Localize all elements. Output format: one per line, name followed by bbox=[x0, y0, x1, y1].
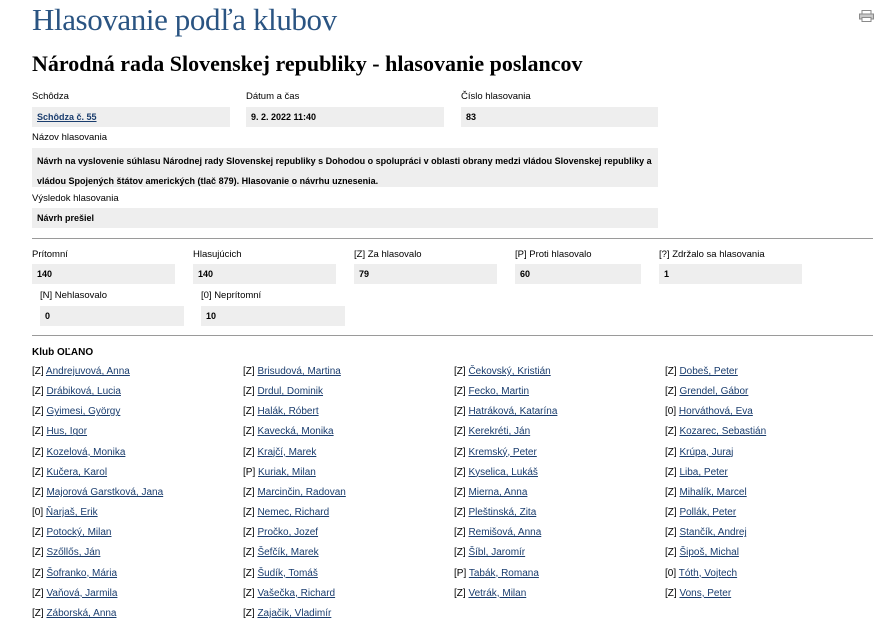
member-vote: [Z] bbox=[665, 547, 677, 559]
abstained-label: [?] Zdržalo sa hlasovania bbox=[659, 249, 765, 260]
member-link[interactable]: Liba, Peter bbox=[679, 466, 728, 478]
member-link[interactable]: Marcinčin, Radovan bbox=[257, 486, 346, 498]
member-item bbox=[665, 382, 874, 402]
member-link[interactable]: Vons, Peter bbox=[679, 587, 732, 599]
member-vote: [Z] bbox=[665, 446, 677, 458]
member-link[interactable]: Šofranko, Mária bbox=[46, 567, 118, 579]
member-item bbox=[665, 483, 874, 503]
member-item bbox=[243, 443, 454, 463]
member-vote: [Z] bbox=[454, 446, 466, 458]
absent-value: 10 bbox=[201, 306, 345, 326]
against-value: 60 bbox=[515, 264, 641, 284]
member-link[interactable]: Hatráková, Katarína bbox=[468, 406, 558, 418]
member-link[interactable]: Remišová, Anna bbox=[468, 527, 542, 539]
member-item bbox=[32, 503, 243, 523]
member-link[interactable]: Vetrák, Milan bbox=[468, 587, 527, 599]
member-link[interactable]: Šipoš, Michal bbox=[679, 547, 739, 559]
member-item bbox=[32, 443, 243, 463]
members-grid bbox=[32, 362, 874, 624]
member-link[interactable]: Pleštinská, Zita bbox=[468, 507, 537, 519]
member-item bbox=[454, 443, 665, 463]
member-item bbox=[243, 362, 454, 382]
member-link[interactable]: Mierna, Anna bbox=[468, 486, 528, 498]
member-vote: [Z] bbox=[32, 567, 44, 579]
member-vote: [Z] bbox=[454, 426, 466, 438]
member-item bbox=[665, 443, 874, 463]
member-item bbox=[454, 523, 665, 543]
member-vote: [Z] bbox=[454, 527, 466, 539]
member-item bbox=[32, 422, 243, 442]
member-item bbox=[32, 604, 243, 624]
member-link[interactable]: Šudík, Tomáš bbox=[257, 567, 318, 579]
member-item bbox=[32, 382, 243, 402]
member-vote: [Z] bbox=[243, 366, 255, 377]
member-item bbox=[454, 564, 665, 584]
member-link[interactable]: Kyselica, Lukáš bbox=[468, 466, 538, 478]
member-link[interactable]: Kuriak, Milan bbox=[258, 466, 316, 478]
voting-label: Hlasujúcich bbox=[193, 249, 242, 260]
datetime-label: Dátum a čas bbox=[246, 91, 300, 102]
member-vote: [Z] bbox=[665, 587, 677, 599]
member-item bbox=[243, 604, 454, 624]
notvoted-value: 0 bbox=[40, 306, 184, 326]
member-item bbox=[665, 584, 874, 604]
member-link[interactable]: Pročko, Jozef bbox=[257, 527, 319, 539]
vote-title-value: Návrh na vyslovenie súhlasu Národnej rady Slovenskej republiky s Dohodou o spolupráci v oblasti obrany medzi vládou Slovenskej republiky a vládou Spojených štátov amerických (tlač 879). Hlasovanie o návrhu uznesenia. bbox=[32, 148, 658, 187]
member-vote: [Z] bbox=[243, 426, 255, 438]
member-link[interactable]: Halák, Róbert bbox=[257, 406, 319, 418]
member-link[interactable]: Nemec, Richard bbox=[257, 507, 330, 519]
member-link[interactable]: Tóth, Vojtech bbox=[678, 567, 738, 579]
datetime-value: 9. 2. 2022 11:40 bbox=[246, 107, 444, 127]
member-link[interactable]: Kremský, Peter bbox=[468, 446, 537, 458]
member-link[interactable]: Krajčí, Marek bbox=[257, 446, 317, 458]
member-vote: [Z] bbox=[454, 366, 466, 377]
member-item bbox=[32, 463, 243, 483]
member-vote: [Z] bbox=[454, 386, 466, 398]
member-vote: [Z] bbox=[665, 527, 677, 539]
member-vote: [Z] bbox=[665, 466, 677, 478]
member-item bbox=[243, 503, 454, 523]
member-item bbox=[32, 543, 243, 563]
member-item bbox=[665, 503, 874, 523]
member-item bbox=[243, 564, 454, 584]
result-label: Výsledok hlasovania bbox=[32, 193, 119, 204]
member-vote: [Z] bbox=[243, 446, 255, 458]
member-link[interactable]: Gyimesi, György bbox=[46, 406, 121, 418]
member-link[interactable]: Šefčík, Marek bbox=[257, 547, 319, 559]
member-item bbox=[243, 422, 454, 442]
member-item bbox=[243, 543, 454, 563]
member-item bbox=[454, 483, 665, 503]
member-item bbox=[665, 523, 874, 543]
member-link[interactable]: Szőllős, Ján bbox=[46, 547, 101, 559]
member-vote: [Z] bbox=[32, 607, 44, 619]
member-vote: [P] bbox=[243, 466, 256, 478]
member-item bbox=[243, 463, 454, 483]
member-item bbox=[454, 584, 665, 604]
member-link[interactable]: Andrejuvová, Anna bbox=[45, 366, 130, 377]
abstained-value: 1 bbox=[659, 264, 802, 284]
page-title: Hlasovanie podľa klubov bbox=[32, 2, 337, 37]
member-link[interactable]: Kučera, Karol bbox=[46, 466, 108, 478]
member-vote: [Z] bbox=[32, 426, 44, 438]
member-vote: [0] bbox=[665, 406, 677, 418]
notvoted-label: [N] Nehlasovalo bbox=[40, 290, 108, 301]
session-link[interactable]: Schôdza č. 55 bbox=[37, 112, 97, 122]
member-vote: [Z] bbox=[32, 386, 44, 398]
divider bbox=[32, 335, 873, 336]
member-item bbox=[454, 543, 665, 563]
for-label: [Z] Za hlasovalo bbox=[354, 249, 422, 260]
member-link[interactable]: Potocký, Milan bbox=[46, 527, 112, 539]
member-item bbox=[665, 543, 874, 563]
member-link[interactable]: Hus, Igor bbox=[46, 426, 88, 438]
member-vote: [Z] bbox=[454, 486, 466, 498]
member-vote: [Z] bbox=[243, 547, 255, 559]
member-vote: [Z] bbox=[243, 386, 255, 398]
member-link[interactable]: Záborská, Anna bbox=[46, 607, 117, 619]
member-item bbox=[243, 402, 454, 422]
member-link[interactable]: Vašečka, Richard bbox=[257, 587, 336, 599]
member-item bbox=[243, 584, 454, 604]
member-vote: [Z] bbox=[243, 507, 255, 519]
member-vote: [Z] bbox=[665, 486, 677, 498]
member-item bbox=[32, 483, 243, 503]
member-link[interactable]: Dobeš, Peter bbox=[679, 366, 738, 377]
member-vote: [Z] bbox=[454, 547, 466, 559]
member-item bbox=[665, 463, 874, 483]
member-vote: [Z] bbox=[454, 507, 466, 519]
member-item bbox=[665, 564, 874, 584]
session-value-box bbox=[32, 107, 230, 127]
member-item bbox=[32, 402, 243, 422]
member-vote: [Z] bbox=[454, 466, 466, 478]
member-vote: [Z] bbox=[454, 587, 466, 599]
member-vote: [Z] bbox=[243, 527, 255, 539]
member-vote: [Z] bbox=[32, 466, 44, 478]
member-vote: [Z] bbox=[32, 406, 44, 418]
member-link[interactable]: Zajačik, Vladimír bbox=[257, 607, 332, 619]
member-link[interactable]: Brisudová, Martina bbox=[257, 366, 341, 377]
club-title: Klub OĽANO bbox=[32, 347, 94, 358]
member-link[interactable]: Horváthová, Eva bbox=[678, 406, 753, 418]
member-vote: [Z] bbox=[32, 527, 44, 539]
member-vote: [Z] bbox=[665, 426, 677, 438]
member-vote: [Z] bbox=[665, 366, 677, 377]
member-vote: [Z] bbox=[32, 366, 44, 377]
member-item bbox=[454, 463, 665, 483]
absent-label: [0] Neprítomní bbox=[201, 290, 262, 301]
member-vote: [Z] bbox=[454, 406, 466, 418]
member-link[interactable]: Mihalík, Marcel bbox=[679, 486, 747, 498]
session-label: Schôdza bbox=[32, 91, 69, 102]
member-vote: [P] bbox=[454, 567, 467, 579]
member-item bbox=[454, 503, 665, 523]
member-vote: [Z] bbox=[243, 607, 255, 619]
member-link[interactable]: Fecko, Martin bbox=[468, 386, 530, 398]
member-item bbox=[454, 362, 665, 382]
member-link[interactable]: Kozelová, Monika bbox=[46, 446, 126, 458]
member-link[interactable]: Ňarjaš, Erik bbox=[45, 507, 98, 519]
member-item bbox=[454, 422, 665, 442]
member-vote: [0] bbox=[665, 567, 677, 579]
member-link[interactable]: Vaňová, Jarmila bbox=[46, 587, 118, 599]
member-vote: [Z] bbox=[32, 547, 44, 559]
vote-number-value: 83 bbox=[461, 107, 658, 127]
present-label: Prítomní bbox=[32, 249, 68, 260]
against-label: [P] Proti hlasovalo bbox=[515, 249, 592, 260]
member-item bbox=[32, 564, 243, 584]
vote-title-label: Názov hlasovania bbox=[32, 132, 107, 143]
member-link[interactable]: Drábiková, Lucia bbox=[46, 386, 121, 398]
member-vote: [Z] bbox=[243, 567, 255, 579]
member-link[interactable]: Kavecká, Monika bbox=[257, 426, 334, 438]
member-item bbox=[32, 362, 243, 382]
member-vote: [Z] bbox=[32, 587, 44, 599]
subtitle: Národná rada Slovenskej republiky - hlasovanie poslancov bbox=[32, 51, 583, 76]
member-item bbox=[665, 402, 874, 422]
for-value: 79 bbox=[354, 264, 497, 284]
member-link[interactable]: Drdul, Dominik bbox=[257, 386, 324, 398]
member-vote: [Z] bbox=[243, 486, 255, 498]
member-vote: [Z] bbox=[32, 486, 44, 498]
member-item bbox=[243, 483, 454, 503]
member-link[interactable]: Kozarec, Sebastián bbox=[679, 426, 767, 438]
member-vote: [Z] bbox=[665, 507, 677, 519]
member-item bbox=[243, 523, 454, 543]
member-link[interactable]: Kerekréti, Ján bbox=[468, 426, 531, 438]
member-link[interactable]: Krúpa, Juraj bbox=[679, 446, 734, 458]
member-link[interactable]: Grendel, Gábor bbox=[679, 386, 749, 398]
member-item bbox=[454, 382, 665, 402]
member-item bbox=[243, 382, 454, 402]
voting-value: 140 bbox=[193, 264, 336, 284]
member-item bbox=[665, 362, 874, 382]
member-vote: [Z] bbox=[665, 386, 677, 398]
member-link[interactable]: Majorová Garstková, Jana bbox=[46, 486, 164, 498]
member-item bbox=[32, 523, 243, 543]
member-vote: [0] bbox=[32, 507, 44, 519]
member-link[interactable]: Čekovský, Kristián bbox=[468, 366, 551, 377]
member-link[interactable]: Šíbl, Jaromír bbox=[468, 547, 526, 559]
divider bbox=[32, 238, 873, 239]
print-icon[interactable] bbox=[859, 10, 874, 22]
member-vote: [Z] bbox=[243, 406, 255, 418]
member-link[interactable]: Stančík, Andrej bbox=[679, 527, 747, 539]
member-vote: [Z] bbox=[32, 446, 44, 458]
member-item bbox=[32, 584, 243, 604]
member-link[interactable]: Tabák, Romana bbox=[468, 567, 539, 579]
vote-number-label: Číslo hlasovania bbox=[461, 91, 531, 102]
member-link[interactable]: Pollák, Peter bbox=[679, 507, 737, 519]
result-value: Návrh prešiel bbox=[32, 208, 658, 228]
member-vote: [Z] bbox=[243, 587, 255, 599]
present-value: 140 bbox=[32, 264, 175, 284]
member-item bbox=[665, 422, 874, 442]
member-item bbox=[454, 402, 665, 422]
